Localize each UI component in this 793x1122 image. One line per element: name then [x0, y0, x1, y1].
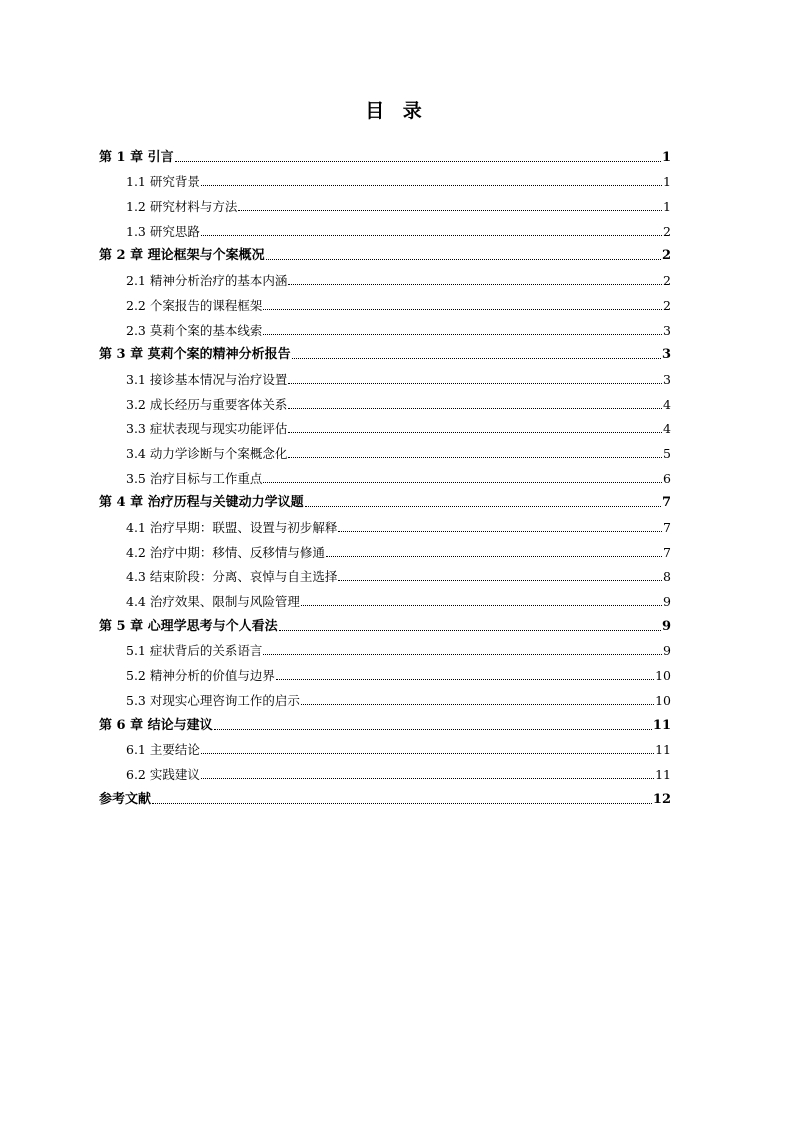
- toc-entry-page-number: 9: [663, 643, 671, 659]
- toc-entry-page-number: 8: [663, 569, 671, 585]
- toc-entry-page-number: 6: [663, 470, 671, 486]
- toc-section-entry[interactable]: [99, 190, 671, 215]
- toc-entry-page-number: 11: [652, 717, 671, 733]
- toc-section-entry[interactable]: [99, 758, 671, 783]
- toc-entry-label: 1.1 研究背景: [126, 174, 200, 190]
- toc-entry-label: 6.2 实践建议: [126, 766, 200, 782]
- dot-leader: [288, 383, 662, 384]
- dot-leader: [301, 605, 662, 606]
- toc-chapter-entry[interactable]: [99, 610, 671, 635]
- dot-leader: [263, 309, 662, 310]
- dot-leader: [279, 630, 661, 631]
- toc-entry-page-number: 7: [663, 544, 671, 560]
- toc-entry-page-number: 5: [663, 445, 671, 461]
- toc-section-entry[interactable]: [99, 734, 671, 759]
- toc-entry-label: 第 2 章 理论框架与个案概况: [99, 248, 265, 264]
- dot-leader: [276, 679, 654, 680]
- toc-entry-page-number: 11: [655, 766, 671, 782]
- dot-leader: [263, 334, 662, 335]
- toc-chapter-entry[interactable]: [99, 487, 671, 512]
- toc-entry-page-number: 1: [663, 199, 671, 215]
- toc-entry-label: 4.2 治疗中期：移情、反移情与修通: [126, 544, 325, 560]
- toc-entry-page-number: 4: [663, 396, 671, 412]
- toc-entry-page-number: 4: [663, 421, 671, 437]
- dot-leader: [201, 235, 662, 236]
- toc-entry-label: 第 5 章 心理学思考与个人看法: [99, 618, 278, 634]
- toc-entry-label: 3.5 治疗目标与工作重点: [126, 470, 263, 486]
- toc-section-entry[interactable]: [99, 462, 671, 487]
- toc-chapter-entry[interactable]: [99, 141, 671, 166]
- dot-leader: [288, 432, 662, 433]
- toc-entry-label: 6.1 主要结论: [126, 742, 200, 758]
- toc-chapter-entry[interactable]: [99, 783, 671, 808]
- toc-chapter-entry[interactable]: [99, 240, 671, 265]
- toc-section-entry[interactable]: [99, 561, 671, 586]
- toc-section-entry[interactable]: [99, 264, 671, 289]
- toc-entry-page-number: 9: [661, 618, 671, 634]
- toc-entry-label: 1.3 研究思路: [126, 223, 200, 239]
- toc-entry-page-number: 7: [663, 520, 671, 535]
- toc-entry-label: 1.2 研究材料与方法: [126, 199, 238, 215]
- toc-section-entry[interactable]: [99, 437, 671, 462]
- dot-leader: [214, 729, 652, 730]
- toc-entry-page-number: 11: [655, 742, 671, 758]
- toc-section-entry[interactable]: [99, 511, 671, 536]
- dot-leader: [326, 556, 662, 557]
- toc-entry-page-number: 3: [663, 371, 671, 387]
- toc-entry-label: 2.1 精神分析治疗的基本内涵: [126, 273, 288, 289]
- toc-entry-page-number: 2: [661, 248, 671, 264]
- toc-entry-page-number: 10: [655, 668, 671, 684]
- toc-entry-label: 5.2 精神分析的价值与边界: [126, 668, 275, 684]
- toc-entry-page-number: 10: [655, 692, 671, 708]
- dot-leader: [175, 161, 661, 162]
- dot-leader: [288, 408, 662, 409]
- toc-entry-page-number: 3: [663, 322, 671, 338]
- dot-leader: [201, 778, 654, 779]
- toc-entry-page-number: 7: [661, 495, 671, 511]
- toc-section-entry[interactable]: [99, 289, 671, 314]
- dot-leader: [292, 358, 661, 359]
- toc-entry-label: 3.3 症状表现与现实功能评估: [126, 421, 288, 437]
- toc-entry-label: 2.2 个案报告的课程框架: [126, 297, 263, 313]
- toc-entry-label: 5.3 对现实心理咨询工作的启示: [126, 692, 300, 708]
- toc-chapter-entry[interactable]: [99, 339, 671, 364]
- dot-leader: [305, 506, 661, 507]
- toc-entry-label: 4.4 治疗效果、限制与风险管理: [126, 594, 300, 610]
- toc-entry-label: 2.3 莫莉个案的基本线索: [126, 322, 263, 338]
- toc-section-entry[interactable]: [99, 659, 671, 684]
- toc-entry-label: 第 4 章 治疗历程与关键动力学议题: [99, 495, 304, 511]
- toc-entry-page-number: 9: [663, 594, 671, 610]
- dot-leader: [288, 457, 662, 458]
- dot-leader: [338, 580, 662, 581]
- dot-leader: [288, 284, 662, 285]
- toc-entry-page-number: 2: [663, 297, 671, 313]
- toc-entry-label: 参考文献: [99, 791, 152, 807]
- toc-entry-label: 3.1 接诊基本情况与治疗设置: [126, 371, 288, 387]
- dot-leader: [266, 259, 661, 260]
- dot-leader: [238, 210, 662, 211]
- toc-section-entry[interactable]: [99, 388, 671, 413]
- toc-section-entry[interactable]: [99, 585, 671, 610]
- dot-leader: [263, 654, 662, 655]
- table-of-contents: [99, 141, 671, 808]
- toc-entry-label: 第 6 章 结论与建议: [99, 717, 213, 733]
- dot-leader: [338, 531, 662, 532]
- toc-entry-label: 3.4 动力学诊断与个案概念化: [126, 445, 288, 461]
- toc-section-entry[interactable]: [99, 363, 671, 388]
- toc-section-entry[interactable]: [99, 215, 671, 240]
- toc-entry-label: 3.2 成长经历与重要客体关系: [126, 396, 288, 412]
- page-title: 目 录: [365, 100, 428, 122]
- toc-entry-page-number: 3: [661, 347, 671, 363]
- toc-entry-page-number: 2: [663, 223, 671, 239]
- toc-section-entry[interactable]: [99, 635, 671, 660]
- toc-entry-label: 5.1 症状背后的关系语言: [126, 643, 263, 659]
- toc-section-entry[interactable]: [99, 684, 671, 709]
- dot-leader: [301, 704, 654, 705]
- toc-section-entry[interactable]: [99, 413, 671, 438]
- toc-entry-page-number: 12: [652, 791, 671, 807]
- toc-entry-label: 4.3 结束阶段：分离、哀悼与自主选择: [126, 569, 338, 585]
- dot-leader: [201, 185, 662, 186]
- toc-entry-label: 第 3 章 莫莉个案的精神分析报告: [99, 347, 291, 363]
- dot-leader: [201, 753, 654, 754]
- dot-leader: [152, 803, 652, 804]
- toc-entry-page-number: 2: [663, 273, 671, 289]
- dot-leader: [263, 482, 662, 483]
- toc-entry-page-number: 1: [661, 149, 671, 165]
- toc-chapter-entry[interactable]: [99, 709, 671, 734]
- toc-section-entry[interactable]: [99, 314, 671, 339]
- toc-entry-label: 第 1 章 引言: [99, 149, 174, 165]
- toc-entry-label: 4.1 治疗早期：联盟、设置与初步解释: [126, 520, 338, 535]
- toc-section-entry[interactable]: [99, 536, 671, 561]
- toc-section-entry[interactable]: [99, 166, 671, 191]
- toc-entry-page-number: 1: [663, 174, 671, 190]
